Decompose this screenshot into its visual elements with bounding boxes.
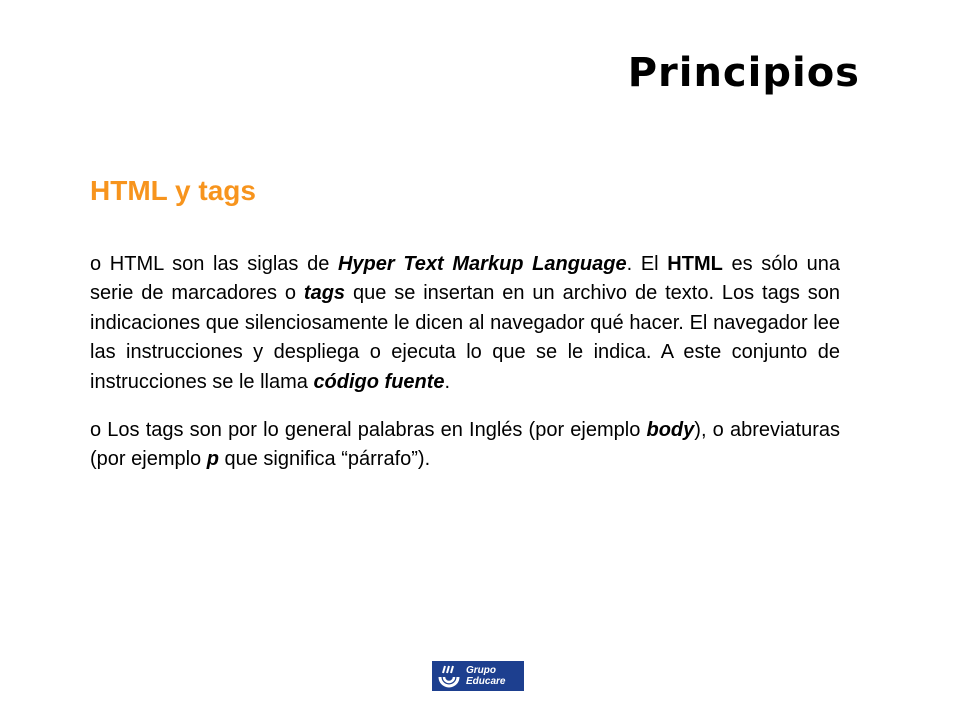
logo-line-2: Educare xyxy=(466,676,506,687)
p2-text-3: que significa “párrafo”). xyxy=(218,448,431,471)
p1-text-2: . El xyxy=(626,253,668,275)
p2-term-body: body xyxy=(646,419,695,442)
logo-line-1: Grupo xyxy=(466,665,496,676)
paragraph-html-definition xyxy=(90,250,840,397)
p1-text-3: es sólo una serie de marcadores o xyxy=(90,253,841,305)
section-heading: HTML y tags xyxy=(90,175,256,206)
p1-text-1: o HTML son las siglas de xyxy=(90,253,338,275)
body-text xyxy=(90,250,840,494)
p2-text-2: ), o abreviaturas (por ejemplo xyxy=(90,419,841,471)
p1-text-5: . xyxy=(444,370,451,393)
p2-text-1: o Los tags son por lo general palabras en Inglés (por ejemplo xyxy=(90,419,647,442)
p1-text-4: que se insertan en un archivo de texto. Los tags son indicaciones que silenciosamente le dicen al navegador qué hacer. El navegador lee las instrucciones y despliega o ejecuta lo que se le indica. A este conjunto de instrucciones se le llama xyxy=(90,282,840,393)
educare-logo-icon xyxy=(436,663,462,689)
slide-title: Principios xyxy=(627,50,860,96)
p1-term-html: HTML xyxy=(667,253,723,275)
paragraph-tags-words xyxy=(90,416,840,475)
p1-term-hypertext: Hyper Text Markup Language xyxy=(337,253,627,275)
p1-term-tags: tags xyxy=(303,282,346,305)
p1-term-codigo-fuente: código fuente xyxy=(313,370,445,393)
grupo-educare-logo xyxy=(432,661,524,691)
p2-term-p: p xyxy=(206,448,219,471)
